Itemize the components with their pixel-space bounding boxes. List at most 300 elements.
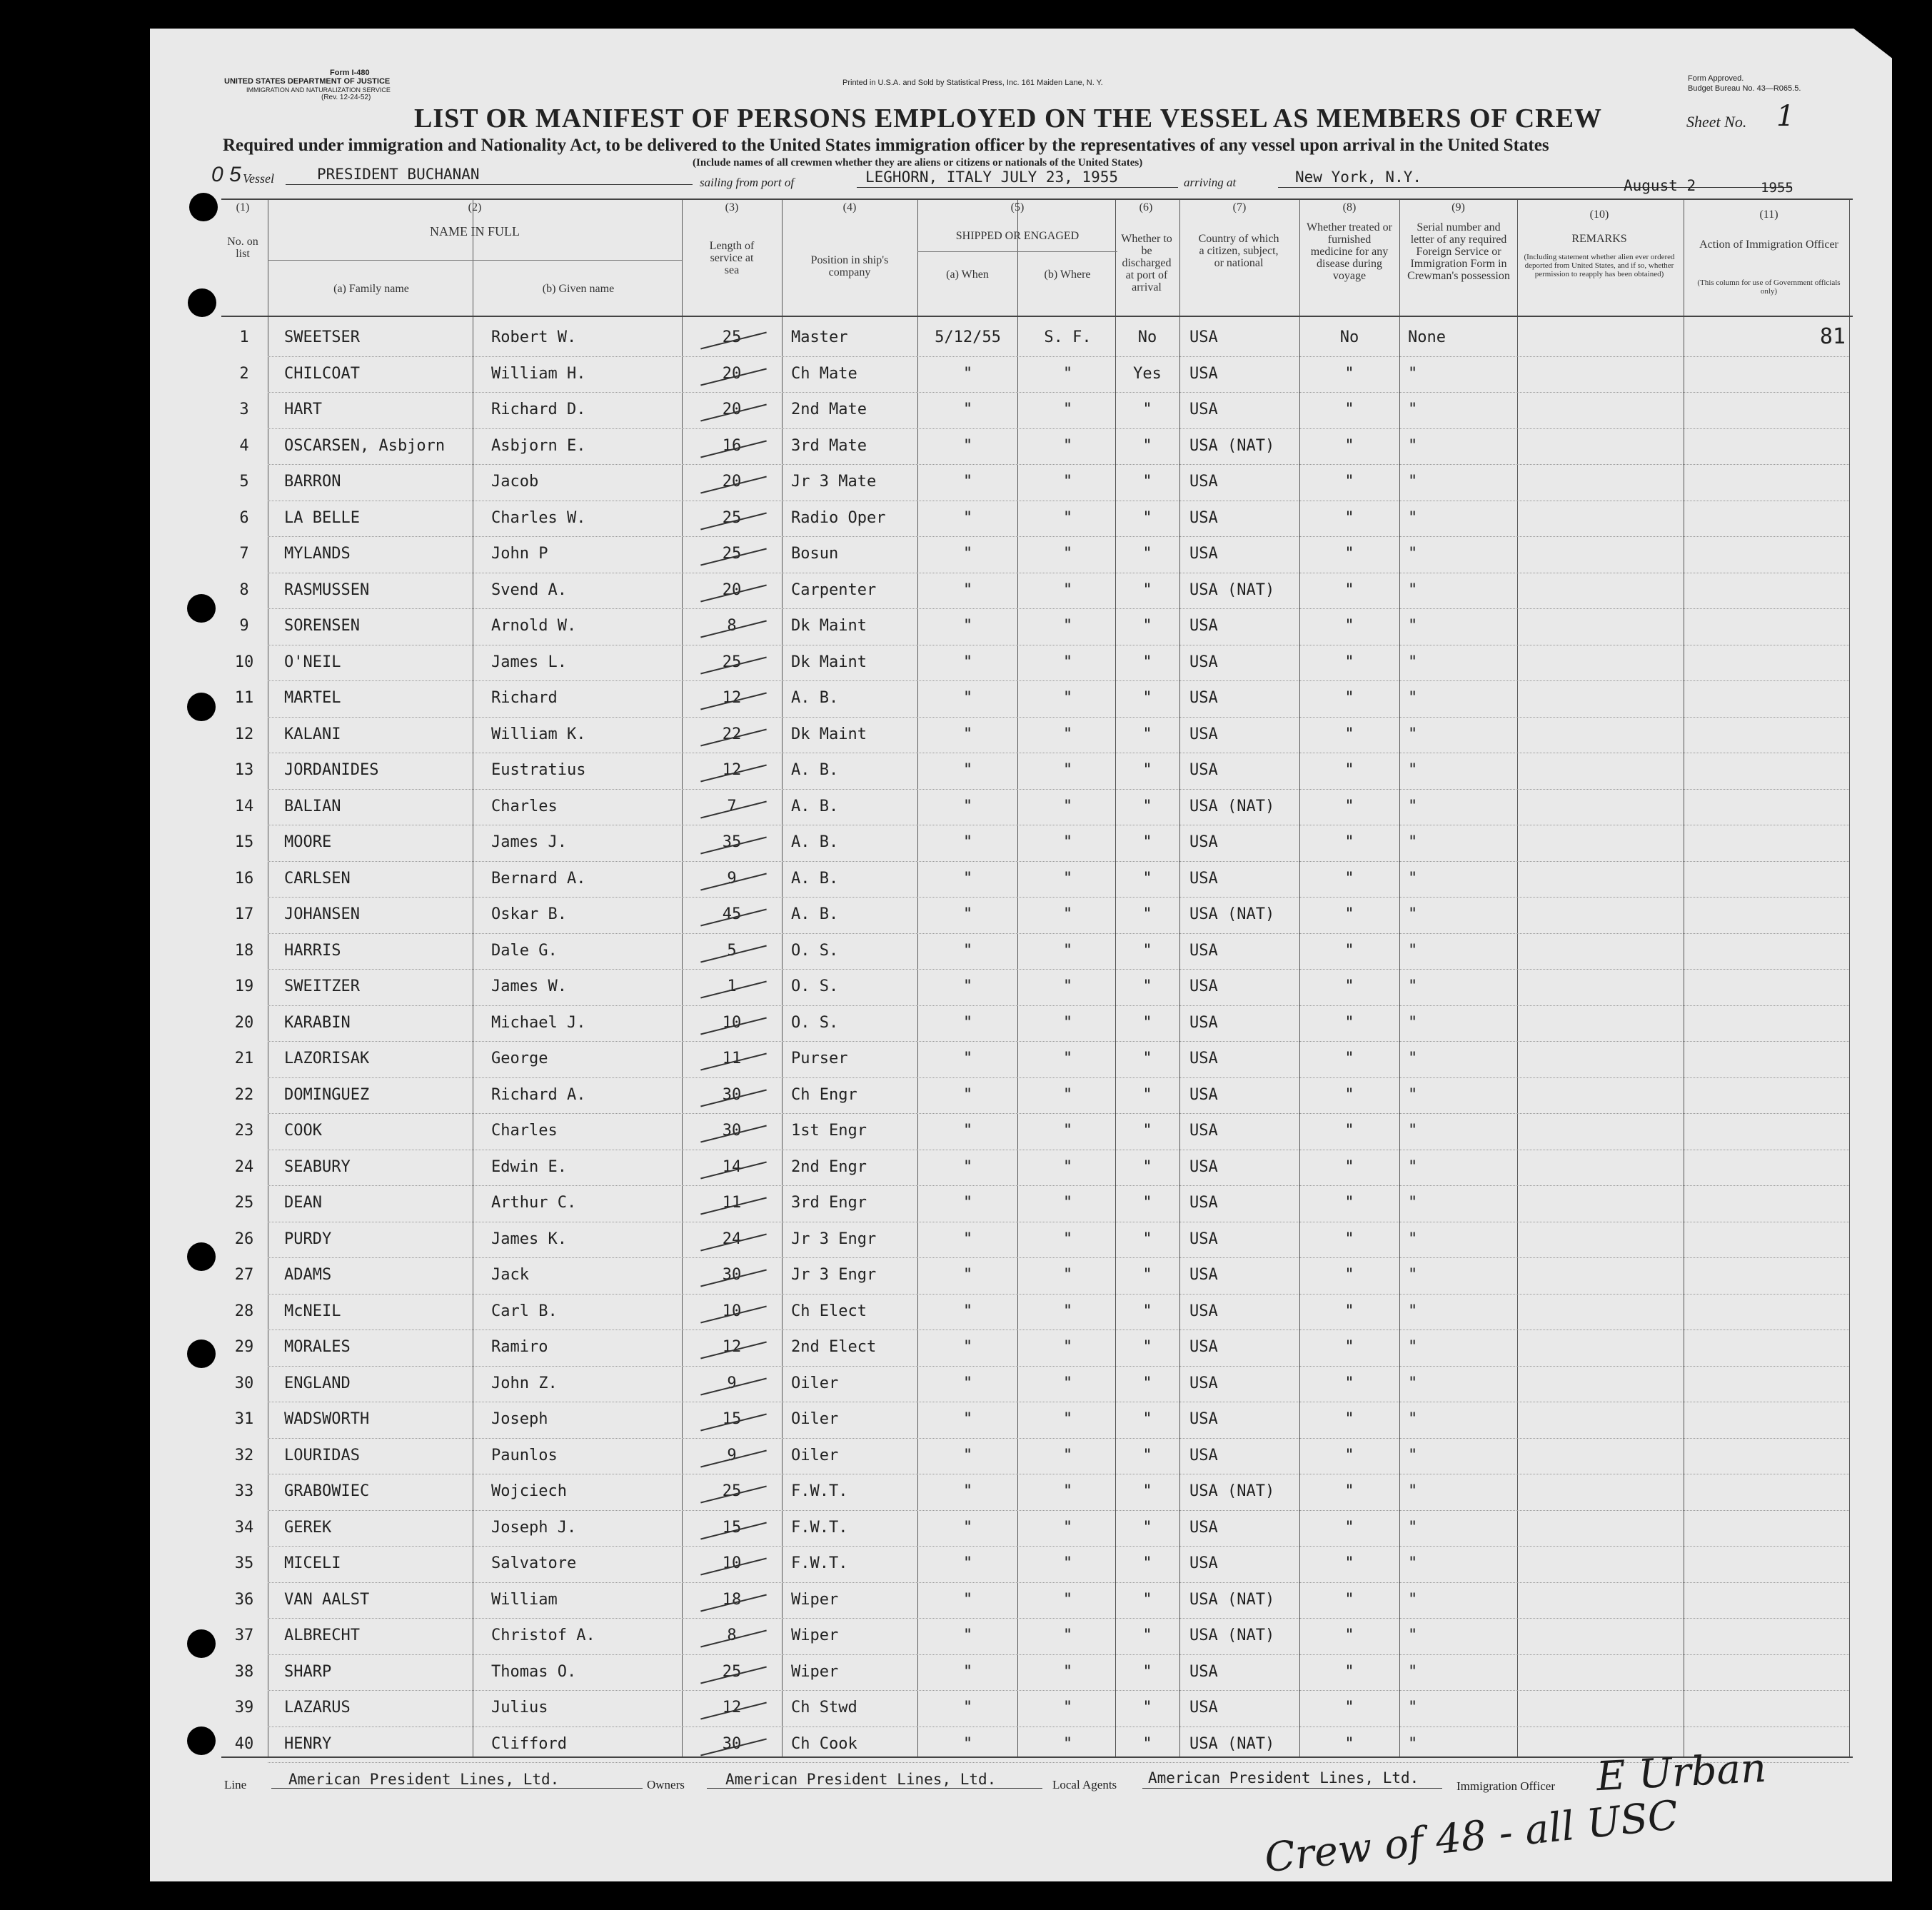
cell-no: 12 [234,725,254,743]
cell-country: USA [1189,689,1218,707]
cell-medicine: " [1344,1699,1354,1717]
cell-no: 40 [234,1734,254,1753]
cell-where: " [1062,689,1073,707]
cell-given: Robert W. [491,328,577,346]
cell-when: " [962,1302,973,1320]
cell-position: Dk Maint [791,617,867,635]
line-label: Line [224,1778,247,1791]
cell-discharged: " [1142,1410,1152,1428]
cell-family: KARABIN [284,1013,351,1032]
approval-line-2: Budget Bureau No. 43—R065.5. [1688,84,1801,93]
cell-when: " [962,1194,973,1212]
cell-country: USA (NAT) [1189,797,1275,815]
cell-discharged: " [1142,977,1152,995]
col2a-label: (a) Family name [333,283,409,295]
cell-medicine: " [1344,1157,1354,1176]
cell-given: John Z. [491,1374,558,1392]
arrival-year: 1955 [1761,180,1793,196]
col5-num: (5) [1010,201,1025,213]
col9-num: (9) [1451,201,1465,213]
cell-service: 10 [722,1554,742,1572]
cell-country: USA [1189,1518,1218,1537]
cell-no: 36 [234,1590,254,1609]
cell-no: 11 [234,689,254,707]
cell-position: F.W.T. [791,1518,848,1537]
cell-no: 8 [239,580,249,599]
cell-family: SWEITZER [284,977,360,995]
cell-serial: " [1408,1266,1418,1284]
cell-where: " [1062,905,1073,923]
punch-hole [189,193,218,221]
cell-discharged: " [1142,1590,1152,1609]
cell-given: James W. [491,977,567,995]
cell-serial: " [1408,725,1418,743]
cell-serial: " [1408,797,1418,815]
cell-serial: " [1408,653,1418,671]
cell-position: Purser [791,1050,848,1067]
cell-discharged: " [1142,401,1152,418]
cell-where: " [1062,617,1073,635]
cell-service: 9 [727,869,737,888]
cell-where: " [1062,1374,1073,1392]
cell-where: " [1062,1194,1073,1212]
cell-when: " [962,401,973,418]
cell-country: USA [1189,977,1218,995]
sailing-label: sailing from port of [700,176,795,189]
col2-label: NAME IN FULL [430,224,520,238]
cell-when: " [962,1122,973,1140]
cell-when: " [962,797,973,815]
cell-when: " [962,473,973,491]
col10-num: (10) [1589,208,1609,221]
cell-when: " [962,1590,973,1609]
cell-position: 3rd Mate [791,436,867,455]
page-note: (Include names of all crewmen whether they are aliens or citizens or nationals of the United States) [693,157,1143,169]
cell-medicine: " [1344,1518,1354,1537]
col11-label: Action of Immigration Officer [1699,238,1838,251]
cell-where: " [1062,977,1073,995]
page-subtitle: Required under immigration and Nationality Act, to be delivered to the United States immigration officer by the representatives of any vessel upon arrival in the United States [223,136,1549,155]
cell-country: USA [1189,364,1218,383]
cell-no: 38 [234,1662,254,1681]
cell-discharged: " [1142,1302,1152,1320]
cell-serial: " [1408,941,1418,960]
cell-country: USA [1189,1013,1218,1032]
cell-where: " [1062,1699,1073,1717]
cell-no: 30 [234,1374,254,1392]
cell-family: CHILCOAT [284,364,360,383]
cell-serial: " [1408,580,1418,599]
cell-given: Charles [491,797,558,815]
cell-where: " [1062,1518,1073,1537]
printer-line: Printed in U.S.A. and Sold by Statistical Press, Inc. 161 Maiden Lane, N. Y. [842,79,1103,87]
cell-when: " [962,1338,973,1356]
cell-when: " [962,869,973,888]
cell-country: USA [1189,1338,1218,1356]
cell-country: USA (NAT) [1189,905,1275,923]
sailing-port: LEGHORN, ITALY JULY 23, 1955 [865,169,1119,186]
cell-medicine: " [1344,401,1354,418]
cell-family: ADAMS [284,1266,332,1284]
cell-serial: " [1408,689,1418,707]
cell-given: James K. [491,1230,567,1248]
punch-hole [187,1242,216,1271]
cell-given: Ramiro [491,1338,548,1356]
cell-service: 25 [722,545,742,563]
cell-family: VAN AALST [284,1590,370,1609]
cell-position: Ch Mate [791,364,857,383]
cell-position: Wiper [791,1590,839,1609]
cell-service: 22 [722,725,742,743]
cell-where: " [1062,761,1073,779]
agency-line-3: (Rev. 12-24-52) [321,94,371,101]
cell-serial: " [1408,1482,1418,1500]
cell-medicine: " [1344,508,1354,527]
cell-when: " [962,1013,973,1032]
cell-discharged: " [1142,1627,1152,1644]
punch-hole [187,594,216,623]
cell-service: 12 [722,689,742,707]
cell-discharged: " [1142,1482,1152,1500]
col6-label: Whether to be discharged at port of arrival [1121,233,1172,293]
agency-line-1: UNITED STATES DEPARTMENT OF JUSTICE [224,77,391,86]
punch-hole [188,288,216,317]
approval-line-1: Form Approved. [1688,74,1744,83]
cell-medicine: " [1344,1013,1354,1032]
cell-position: Dk Maint [791,653,867,671]
cell-serial: " [1408,1554,1418,1572]
col2-num: (2) [468,201,482,213]
cell-medicine: " [1344,1662,1354,1681]
cell-when: " [962,1085,973,1104]
cell-given: Charles [491,1122,558,1140]
cell-given: William K. [491,725,586,743]
cell-position: 2nd Engr [791,1157,867,1176]
cell-country: USA (NAT) [1189,1627,1275,1644]
cell-serial: " [1408,833,1418,851]
form-number: Form I-480 [330,69,370,77]
cell-when: " [962,725,973,743]
cell-serial: " [1408,977,1418,995]
arriving-label: arriving at [1184,176,1237,189]
cell-given: Charles W. [491,508,586,527]
cell-family: LOURIDAS [284,1446,360,1464]
cell-country: USA [1189,761,1218,779]
cell-when: " [962,617,973,635]
cell-given: Edwin E. [491,1157,567,1176]
cell-service: 20 [722,401,742,418]
cell-position: Bosun [791,545,839,563]
cell-given: Bernard A. [491,869,586,888]
cell-position: F.W.T. [791,1554,848,1572]
cell-no: 15 [234,833,254,851]
cell-medicine: " [1344,1410,1354,1428]
cell-no: 28 [234,1302,254,1320]
cell-where: " [1062,1590,1073,1609]
cell-where: " [1062,401,1073,418]
col4-num: (4) [842,201,857,213]
cell-when: " [962,761,973,779]
cell-no: 24 [234,1157,254,1176]
cell-where: " [1062,725,1073,743]
cell-serial: " [1408,1734,1418,1753]
cell-given: Clifford [491,1734,567,1753]
cell-family: COOK [284,1122,322,1140]
cell-where: " [1062,545,1073,563]
cell-when: " [962,1734,973,1753]
cell-medicine: " [1344,797,1354,815]
cell-medicine: " [1344,1446,1354,1464]
cell-discharged: " [1142,1554,1152,1572]
cell-where: " [1062,653,1073,671]
cell-when: " [962,1662,973,1681]
cell-discharged: " [1142,473,1152,491]
cell-discharged: " [1142,725,1152,743]
cell-serial: " [1408,545,1418,563]
vessel-name: PRESIDENT BUCHANAN [317,166,480,183]
cell-position: Ch Stwd [791,1699,857,1717]
cell-discharged: " [1142,617,1152,635]
cell-serial: " [1408,869,1418,888]
owners-value: American President Lines, Ltd. [725,1771,997,1788]
cell-when: " [962,1230,973,1248]
cell-when: " [962,1518,973,1537]
cell-family: MORALES [284,1338,351,1356]
cell-family: PURDY [284,1230,332,1248]
cell-discharged: " [1142,1230,1152,1248]
cell-country: USA (NAT) [1189,436,1275,455]
cell-position: Jr 3 Engr [791,1266,877,1284]
cell-no: 20 [234,1013,254,1032]
cell-service: 25 [722,1482,742,1500]
cell-country: USA [1189,508,1218,527]
cell-given: Jack [491,1266,529,1284]
cell-family: HART [284,401,322,418]
cell-service: 15 [722,1518,742,1537]
cell-discharged: " [1142,797,1152,815]
officer-signature: E Urban [1595,1744,1768,1801]
cell-position: Ch Engr [791,1085,857,1104]
cell-medicine: " [1344,1050,1354,1067]
cell-position: Wiper [791,1627,839,1644]
cell-service: 24 [722,1230,742,1248]
cell-serial: " [1408,1374,1418,1392]
cell-when: " [962,1157,973,1176]
cell-family: KALANI [284,725,341,743]
cell-where: " [1062,869,1073,888]
cell-medicine: " [1344,1122,1354,1140]
cell-family: SHARP [284,1662,332,1681]
cell-country: USA [1189,1446,1218,1464]
cell-given: Michael J. [491,1013,586,1032]
punch-hole [187,1726,216,1755]
cell-given: Jacob [491,473,539,491]
cell-discharged: " [1142,1122,1152,1140]
cell-discharged: " [1142,1374,1152,1392]
cell-no: 35 [234,1554,254,1572]
cell-discharged: " [1142,1699,1152,1717]
cell-service: 20 [722,580,742,599]
officer-label: Immigration Officer [1456,1779,1556,1793]
cell-serial: " [1408,508,1418,527]
cell-medicine: " [1344,1482,1354,1500]
cell-service: 14 [722,1157,742,1176]
cell-family: RASMUSSEN [284,580,370,599]
cell-no: 23 [234,1122,254,1140]
cell-medicine: " [1344,1230,1354,1248]
sheet-number: 1 [1776,100,1795,133]
cell-discharged: " [1142,869,1152,888]
cell-no: 32 [234,1446,254,1464]
cell-position: A. B. [791,833,839,851]
cell-where: " [1062,941,1073,960]
cell-where: " [1062,1302,1073,1320]
col5-label: SHIPPED OR ENGAGED [955,230,1080,242]
cell-position: F.W.T. [791,1482,848,1500]
cell-discharged: " [1142,545,1152,563]
cell-service: 11 [722,1050,742,1067]
cell-medicine: " [1344,364,1354,383]
cell-family: MYLANDS [284,545,351,563]
cell-no: 34 [234,1518,254,1537]
cell-family: GRABOWIEC [284,1482,370,1500]
cell-discharged: " [1142,1013,1152,1032]
cell-when: " [962,1627,973,1644]
cell-no: 13 [234,761,254,779]
cell-no: 37 [234,1627,254,1644]
owners-label: Owners [647,1778,685,1791]
cell-position: A. B. [791,797,839,815]
cell-where: " [1062,1338,1073,1356]
cell-discharged: " [1142,1050,1152,1067]
cell-service: 25 [722,328,742,346]
cell-discharged: No [1137,328,1157,346]
cell-given: Joseph [491,1410,548,1428]
cell-where: " [1062,473,1073,491]
cell-medicine: " [1344,1374,1354,1392]
cell-position: A. B. [791,689,839,707]
cell-given: Richard A. [491,1085,586,1104]
cell-given: Asbjorn E. [491,436,586,455]
col7-num: (7) [1232,201,1247,213]
agency-line-2: IMMIGRATION AND NATURALIZATION SERVICE [246,86,391,94]
cell-serial: " [1408,364,1418,383]
cell-discharged: " [1142,436,1152,455]
cell-medicine: " [1344,1085,1354,1104]
cell-position: Carpenter [791,580,877,599]
cell-when: " [962,1266,973,1284]
cell-country: USA (NAT) [1189,1482,1275,1500]
cell-family: LAZARUS [284,1699,351,1717]
cell-discharged: " [1142,1194,1152,1212]
cell-given: Eustratius [491,761,586,779]
cell-country: USA [1189,401,1218,418]
cell-given: Christof A. [491,1627,595,1644]
cell-country: USA [1189,833,1218,851]
cell-family: McNEIL [284,1302,341,1320]
cell-when: " [962,364,973,383]
cell-given: James L. [491,653,567,671]
cell-where: " [1062,1734,1073,1753]
cell-position: Radio Oper [791,508,886,527]
cell-given: Arnold W. [491,617,577,635]
cell-serial: " [1408,617,1418,635]
col11-note: (This column for use of Government officials only) [1697,278,1841,296]
cell-position: A. B. [791,869,839,888]
cell-service: 30 [722,1734,742,1753]
cell-family: DOMINGUEZ [284,1085,370,1104]
cell-discharged: " [1142,1266,1152,1284]
col5b-label: (b) Where [1044,268,1091,281]
cell-discharged: " [1142,941,1152,960]
cell-where: " [1062,1446,1073,1464]
cell-no: 27 [234,1266,254,1284]
cell-when: " [962,905,973,923]
cell-serial: " [1408,1230,1418,1248]
cell-where: " [1062,1662,1073,1681]
cell-service: 25 [722,1662,742,1681]
cell-medicine: " [1344,1554,1354,1572]
cell-discharged: " [1142,1157,1152,1176]
cell-serial: " [1408,1050,1418,1067]
cell-service: 16 [722,436,742,455]
cell-medicine: " [1344,1302,1354,1320]
cell-service: 45 [722,905,742,923]
cell-serial: " [1408,1013,1418,1032]
handwritten-note: Crew of 48 - all USC [1262,1791,1681,1882]
cell-no: 10 [234,653,254,671]
cell-serial: " [1408,1446,1418,1464]
cell-where: " [1062,1410,1073,1428]
cell-country: USA [1189,1410,1218,1428]
cell-no: 29 [234,1338,254,1356]
cell-position: 1st Engr [791,1122,867,1140]
cell-country: USA [1189,1662,1218,1681]
cell-service: 25 [722,508,742,527]
cell-no: 33 [234,1482,254,1500]
col8-label: Whether treated or furnished medicine for any disease during voyage [1307,221,1392,282]
agents-value: American President Lines, Ltd. [1148,1769,1419,1786]
cell-position: A. B. [791,905,839,923]
cell-when: " [962,1554,973,1572]
cell-serial: " [1408,905,1418,923]
cell-medicine: " [1344,941,1354,960]
cell-when: " [962,1699,973,1717]
cell-serial: " [1408,1157,1418,1176]
cell-position: Oiler [791,1374,839,1392]
cell-position: Dk Maint [791,725,867,743]
cell-discharged: " [1142,1662,1152,1681]
cell-where: " [1062,1013,1073,1032]
cell-medicine: " [1344,725,1354,743]
cell-country: USA [1189,473,1218,491]
cell-position: Oiler [791,1410,839,1428]
cell-service: 30 [722,1085,742,1104]
cell-country: USA [1189,1050,1218,1067]
cell-serial: " [1408,1627,1418,1644]
col10-label: REMARKS [1571,233,1627,245]
col11-num: (11) [1759,208,1778,221]
cell-service: 20 [722,364,742,383]
cell-family: OSCARSEN, Asbjorn [284,436,446,455]
cell-position: A. B. [791,761,839,779]
cell-serial: " [1408,473,1418,491]
cell-no: 7 [239,545,249,563]
cell-family: SORENSEN [284,617,360,635]
cell-no: 17 [234,905,254,923]
cell-when: " [962,977,973,995]
cell-no: 26 [234,1230,254,1248]
